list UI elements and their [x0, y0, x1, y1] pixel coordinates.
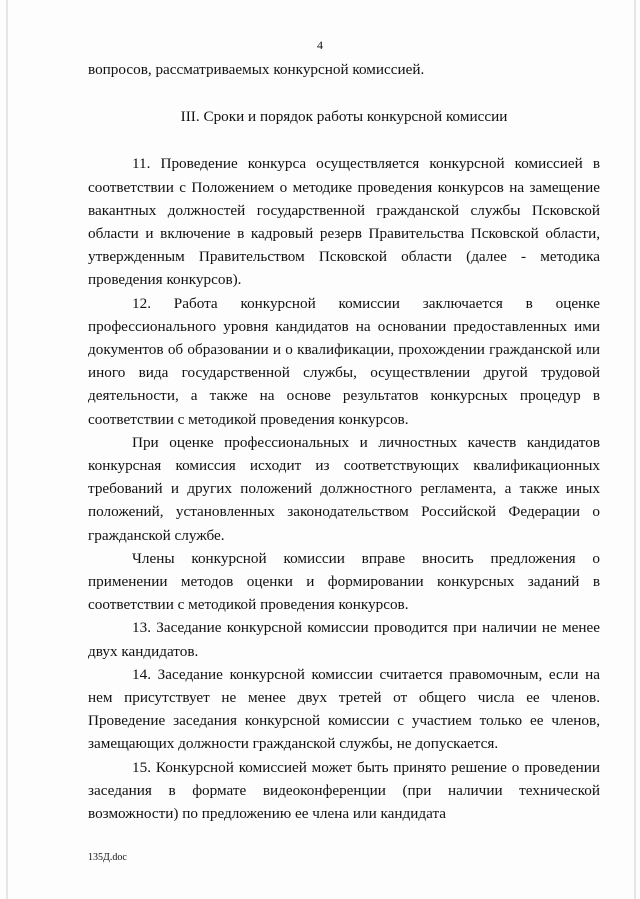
scan-edge-right: [634, 0, 636, 899]
paragraph-15: 15. Конкурсной комиссией может быть принято решение о проведении заседания в формате видеоконференции (при наличии технической возможности) по предложению ее члена или кандидата: [88, 758, 600, 823]
paragraph-14: 14. Заседание конкурсной комиссии считается правомочным, если на нем присутствует не менее двух третей от общего числа ее членов. Проведение заседания конкурсной комиссии с участием только ее членов, замещающих должности гражданской службы, не допускается.: [88, 665, 600, 753]
paragraph-12-members: Члены конкурсной комиссии вправе вносить предложения о применении методов оценки и формировании конкурсных заданий в соответствии с методикой проведения конкурсов.: [88, 549, 600, 614]
document-body: [88, 58, 600, 825]
paragraph-13: 13. Заседание конкурсной комиссии проводится при наличии не менее двух кандидатов.: [88, 619, 600, 660]
scan-edge-left: [6, 0, 8, 899]
section-heading: III. Сроки и порядок работы конкурсной комиссии: [180, 108, 508, 126]
paragraph-12-evaluation: При оценке профессиональных и личностных качеств кандидатов конкурсная комиссия исходит из соответствующих квалификационных требований и других положений должностного регламента, а также иных положений, установленных законодательством Российской Федерации о гражданской службе.: [88, 433, 600, 544]
page-number: 4: [317, 38, 323, 52]
file-name-footer: 135Д.doc: [88, 852, 127, 863]
paragraph-11: 11. Проведение конкурса осуществляется конкурсной комиссией в соответствии с Положением о методике проведения конкурсов на замещение вакантных должностей государственной гражданской службы Псковской области и включение в кадровый резерв Правительства Псковской области, утвержденным Правительством Псковской области (далее - методика проведения конкурсов).: [88, 155, 600, 289]
paragraph-12: 12. Работа конкурсной комиссии заключается в оценке профессионального уровня кандидатов на основании предоставленных ими документов об образовании и о квалификации, прохождении гражданской или иного вида государственной службы, осуществлении другой трудовой деятельности, а также на основе результатов конкурсных процедур в соответствии с методикой проведения конкурсов.: [88, 294, 600, 428]
lead-paragraph: вопросов, рассматриваемых конкурсной комиссией.: [88, 61, 425, 78]
